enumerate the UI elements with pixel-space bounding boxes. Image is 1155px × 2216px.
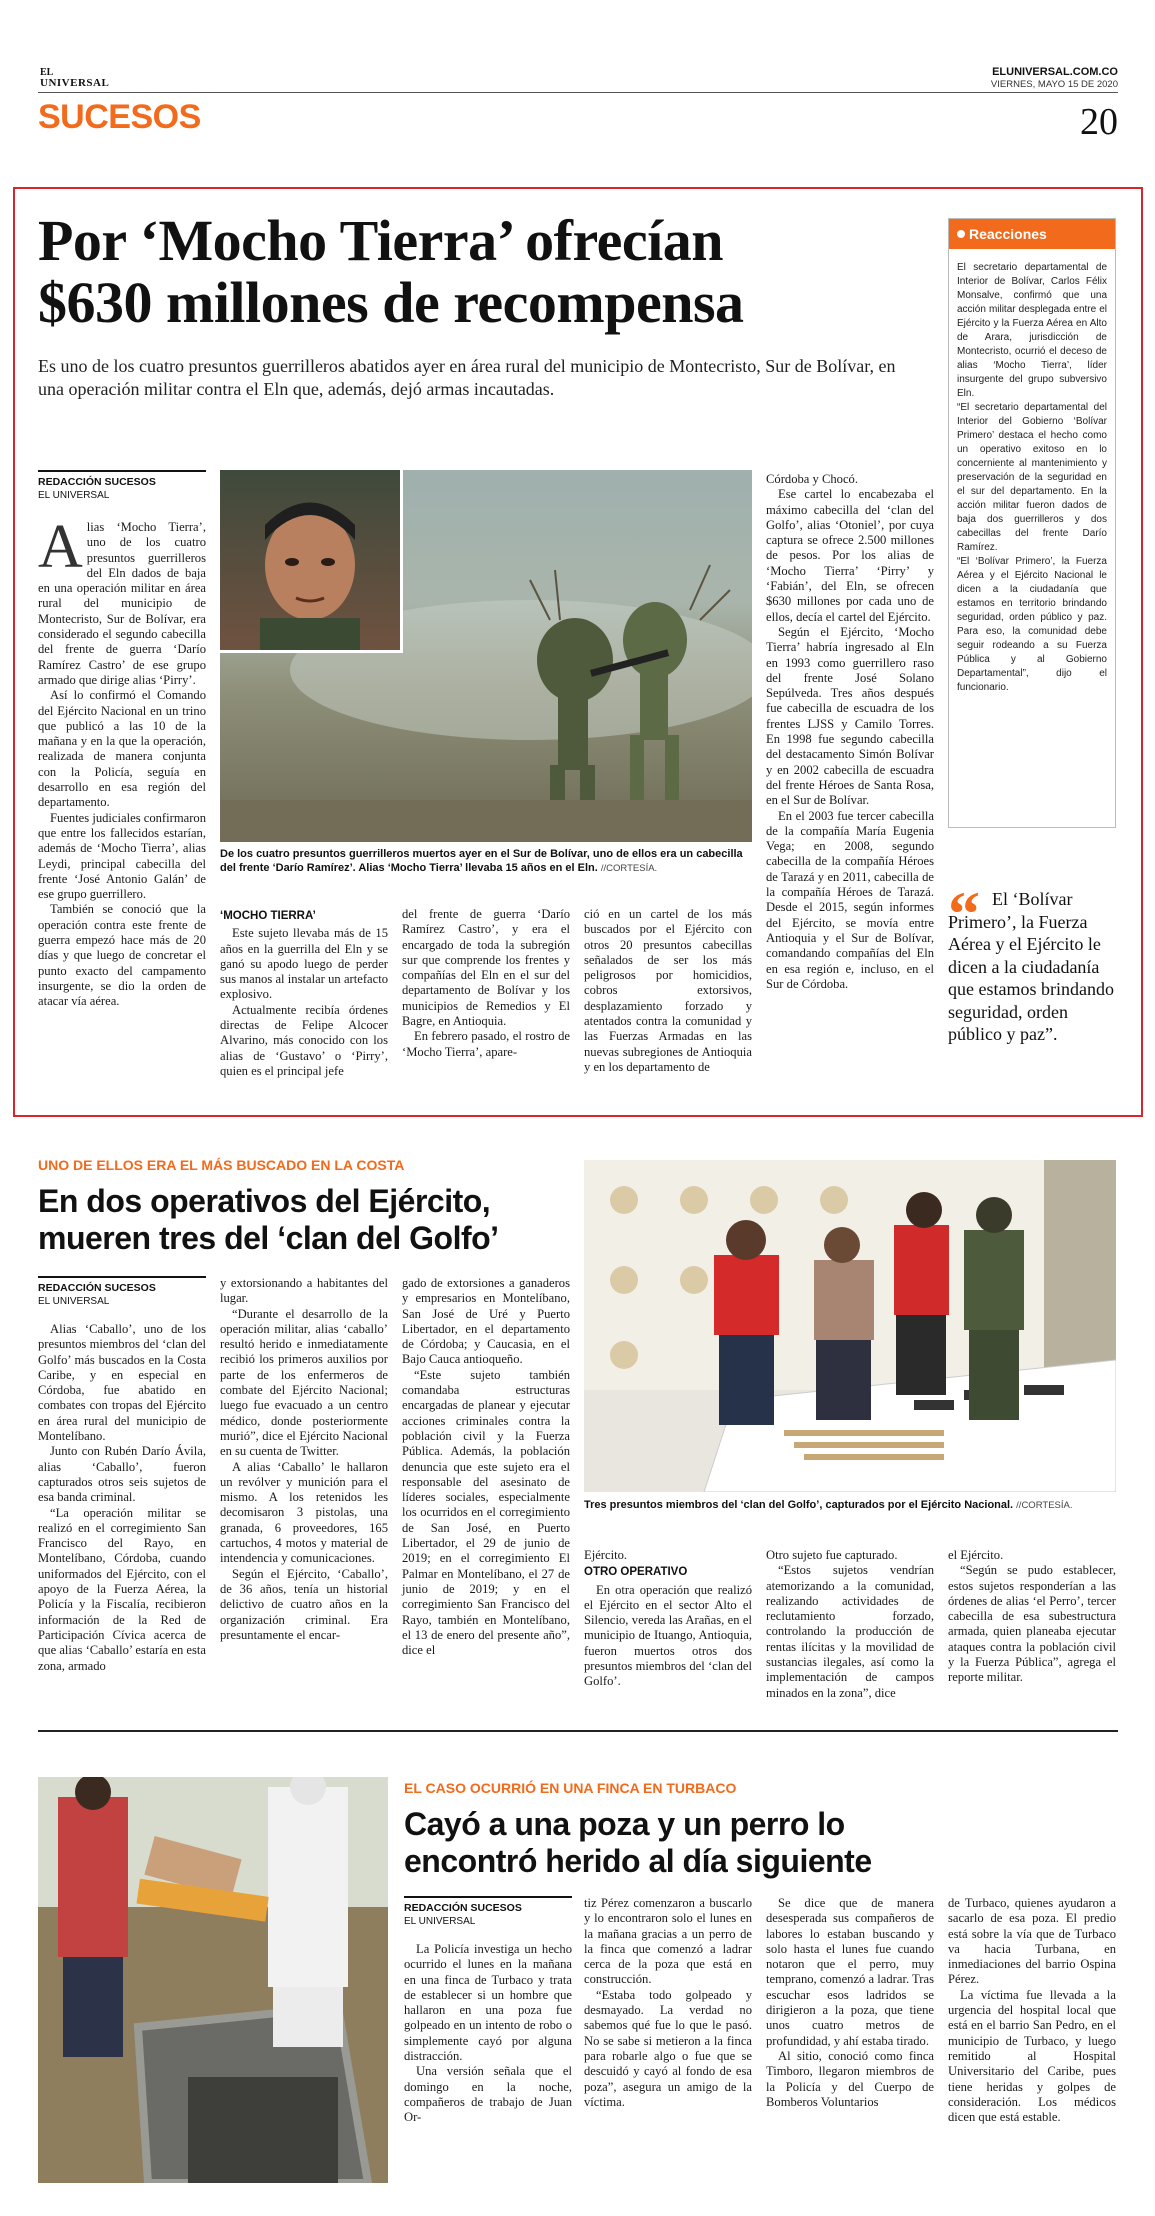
story1-column-2: [220, 907, 388, 1079]
byline-outlet: EL UNIVERSAL: [38, 1296, 110, 1307]
paragraph: Otro sujeto fue capturado.: [766, 1548, 898, 1562]
section-title: SUCESOS: [38, 98, 201, 136]
page-number: 20: [1080, 101, 1118, 143]
paragraph: Ejército.: [584, 1548, 628, 1562]
story1-column-5: [766, 472, 934, 992]
paragraph: “El secretario departamental del Interior del Gobierno ‘Bolívar Primero’ destaca el hecho como un operativo exitoso en lo concerniente al mantenimiento y preservación de la seguridad en el sur del departamento. En la acción militar fueron dados de baja dos guerrilleros y dos cabecillas del frente Darío Ramírez.: [957, 402, 1107, 553]
story2-byline: [38, 1276, 206, 1308]
paragraph: “Según se pudo establecer, estos sujetos responderían a las órdenes de alias ‘el Perro’, tercer cabecilla de esa subestructura armada, quien planeaba ejecutar ataques contra la población civil y la Fuerza Pública”, agrega el reporte militar.: [948, 1563, 1116, 1685]
story3-headline: [404, 1806, 1124, 1880]
story2-column-1: [38, 1322, 206, 1674]
byline-name: REDACCIÓN SUCESOS: [404, 1896, 572, 1915]
paragraph: Se dice que de manera desesperada sus compañeros de labores lo estaban buscando y solo hasta el lunes fue cuando notaron que el perro, muy temprano, comenzó a ladrar. Tras escuchar esos ladridos se dirigieron a la poza, que tiene unos cuatro metros de profundidad, y ahí estaba tirado.: [766, 1896, 934, 2048]
paragraph: La Policía investiga un hecho ocurrido el lunes en la mañana en una finca de Turbaco y trata de establecer si un hombre que hallaron en una poza fue golpeado en un intento de robo o simplemente cayó por alguna distracción.: [404, 1942, 572, 2064]
story2-column-4: [584, 1548, 752, 1690]
story1-photo: [220, 470, 752, 842]
byline-outlet: EL UNIVERSAL: [404, 1916, 476, 1927]
reactions-header: [949, 219, 1115, 249]
paragraph: Junto con Rubén Darío Ávila, alias ‘Caballo’, fueron capturados otros seis sujetos de esa banda criminal.: [38, 1444, 206, 1505]
inset-portrait: [220, 470, 403, 653]
newspaper-logo: [40, 68, 109, 88]
subheading: OTRO OPERATIVO: [584, 1566, 688, 1579]
byline-name: REDACCIÓN SUCESOS: [38, 470, 206, 489]
caption-text: De los cuatro presuntos guerrilleros muertos ayer en el Sur de Bolívar, uno de ellos era un cabecilla del frente ‘Darío Ramírez’. Alias ‘Mocho Tierra’ llevaba 15 años en el Eln.: [220, 848, 743, 874]
story1-column-1: [38, 513, 206, 1010]
paragraph: “Estos sujetos vendrían atemorizando a la comunidad, realizando actividades de reclutamiento forzado, controlando la producción de rentas ilícitas y la movilidad de sustancias ilegales, así como la implementación de campos minados en la zona”, dice: [766, 1563, 934, 1700]
paragraph: Una versión señala que el domingo en la noche, compañeros de trabajo de Juan Or-: [404, 2064, 572, 2125]
paragraph: ció en un cartel de los más buscados por el Ejército con otros 20 presuntos cabecillas señalados de ser los más peligrosos por homicidios, cobros extorsivos, desplazamiento forzado y atentados contra la comunidad y las Fuerzas Armadas en las nuevas subregiones de Antioquia y en los departamento de: [584, 907, 752, 1074]
rescue-illustration: [38, 1777, 388, 2183]
photo-credit: //CORTESÍA.: [1016, 1500, 1073, 1511]
logo-top: EL: [40, 67, 54, 78]
paragraph: En otra operación que realizó el Ejército en el sector Alto el Silencio, vereda las Arañas, en el municipio de Ituango, Antioquia, fueron muertos otros dos presuntos miembros del ‘clan del Golfo’.: [584, 1582, 752, 1689]
story1-column-3: [402, 907, 570, 1060]
pull-quote: [948, 878, 1118, 1046]
paragraph: Este sujeto llevaba más de 15 años en la guerrilla del Eln y se ganó su apodo luego de perder sus manos al instalar un artefacto explosivo.: [220, 926, 388, 1002]
drop-cap: A: [38, 513, 83, 581]
reactions-body: [949, 249, 1115, 695]
story2-column-3: [402, 1276, 570, 1658]
site-url: ELUNIVERSAL.COM.CO: [992, 66, 1118, 78]
story1-column-4: [584, 907, 752, 1075]
story2-photo: [584, 1160, 1116, 1492]
byline-outlet: EL UNIVERSAL: [38, 490, 110, 501]
reactions-title: Reacciones: [969, 226, 1047, 242]
paragraph: En febrero pasado, el rostro de ‘Mocho Tierra’, apare-: [402, 1029, 570, 1059]
paragraph: El secretario departamental de Interior de Bolívar, Carlos Félix Monsalve, confirmó que una acción militar desplegada entre el Ejército y la Fuerza Aérea en Alto de Arara, jurisdicción de Montecristo, ocurrió el deceso de alias ‘Mocho Tierra’, líder insurgente del grupo subversivo Eln.: [957, 262, 1107, 399]
masthead: [38, 60, 1118, 150]
story3-kicker: EL CASO OCURRIÓ EN UNA FINCA EN TURBACO: [404, 1780, 737, 1796]
paragraph: Actualmente recibía órdenes directas de Felipe Alcocer Alvarino, más conocido con los alias de ‘Gustavo’ o ‘Pirry’, quien es el principal jefe: [220, 1002, 388, 1078]
story2-headline-line2: mueren tres del ‘clan del Golfo’: [38, 1220, 499, 1256]
byline-name: REDACCIÓN SUCESOS: [38, 1276, 206, 1295]
story2-headline-line1: En dos operativos del Ejército,: [38, 1183, 491, 1219]
story3-byline: [404, 1896, 572, 1928]
story3-column-3: [766, 1896, 934, 2110]
story1-headline-line1: Por ‘Mocho Tierra’ ofrecían: [38, 208, 723, 273]
story2-photo-caption: [584, 1498, 1116, 1513]
story3-headline-line1: Cayó a una poza y un perro lo: [404, 1806, 845, 1842]
story1-headline: [38, 210, 938, 334]
story3-column-1: [404, 1942, 572, 2126]
paragraph: También se conoció que la operación contra este frente de guerra empezó hace más de 20 días y que luego de concretar el punto exacto del campamento insurgente, se dio la orden de atacar vía aérea.: [38, 902, 206, 1009]
story2-column-6: [948, 1548, 1116, 1686]
paragraph: Según el Ejército, ‘Caballo’, de 36 años, tenía un historial delictivo de cuatro años en la organización criminal. Era presuntamente el encar-: [220, 1566, 388, 1642]
paragraph: tiz Pérez comenzaron a buscarlo y lo encontraron solo el lunes en la mañana gracias a un perro de la finca que comenzó a ladrar cerca de la poza que está en construcción.: [584, 1896, 752, 1987]
portrait-face: [220, 470, 400, 650]
paragraph: Al sitio, conoció como finca Timboro, llegaron miembros de la Policía y del Cuerpo de Bomberos Voluntarios: [766, 2048, 934, 2109]
paragraph: En el 2003 fue tercer cabecilla de la compañía María Eugenia Vega; en 2008, segundo cabecilla de la compañía Héroes de Tarazá y en 2011, cabecilla de la compañía Héroes de Tarazá. Desde el 2015, según informes del Ejército, se movía entre Antioquia y el Sur de Bolívar, comandando compañías del Eln en esa región e, incluso, en el Sur de Córdoba.: [766, 808, 934, 991]
quote-mark-icon: “: [948, 878, 980, 949]
subheading: ‘MOCHO TIERRA’: [220, 910, 316, 922]
paragraph: “El ‘Bolívar Primero’, la Fuerza Aérea y el Ejército Nacional le dicen a la ciudadanía que estamos en territorio brindando seguridad, orden público y paz. Para eso, la comunidad debe seguir rodeando a su Fuerza Pública y al Gobierno Departamental”, dijo el funcionario.: [957, 556, 1107, 693]
paragraph: del frente de guerra ‘Darío Ramírez Castro’, y era el encargado de toda la subregión sur que comprende los frentes y compañías del Eln en el sur del departamento de Bolívar y los municipios de Remedios y El Bagre, en Antioquia.: [402, 907, 570, 1029]
paragraph: Córdoba y Chocó.: [766, 472, 858, 486]
issue-date: VIERNES, MAYO 15 DE 2020: [990, 79, 1118, 90]
story3-column-2: [584, 1896, 752, 2110]
story2-column-2: [220, 1276, 388, 1643]
paragraph: Alias ‘Caballo’, uno de los presuntos miembros del ‘clan del Golfo’ más buscados en la Costa Caribe, y en especial en Córdoba, fue abatido en combates con tropas del Ejército en área rural del municipio de Montelíbano.: [38, 1322, 206, 1444]
reactions-sidebar: [948, 218, 1116, 828]
section-divider: [38, 1730, 1118, 1732]
story3-headline-line2: encontró herido al día siguiente: [404, 1843, 872, 1879]
story1-byline: [38, 470, 206, 502]
story2-kicker: UNO DE ELLOS ERA EL MÁS BUSCADO EN LA COSTA: [38, 1157, 405, 1173]
paragraph: “Durante el desarrollo de la operación militar, alias ‘caballo’ resultó herido e inmediatamente recibió los primeros auxilios por parte de los enfermeros de combate del Ejército Nacional; luego fue evacuado a un centro médico, donde posteriormente murió”, dice el Ejército Nacional en su cuenta de Twitter.: [220, 1306, 388, 1459]
paragraph: Según el Ejército, ‘Mocho Tierra’ habría ingresado al Eln en 1993 como guerrillero raso del frente José Solano Sepúlveda. Tres años después fue cabecilla de escuadra de los frentes LJSS y Camilo Torres. En 1998 fue segundo cabecilla del destacamento Simón Bolívar y en 2002 cabecilla de escuadra del frente Héroes de Santa Rosa, en el Sur de Bolívar.: [766, 624, 934, 808]
paragraph: lias ‘Mocho Tierra’, uno de los cuatro presuntos guerrilleros del Eln dados de baja en una operación militar en área rural del municipio de Montecristo, Sur de Bolívar, era considerado el segundo cabecilla del frente de guerra ‘Darío Ramírez Castro’ de ese grupo armado que dirige alias ‘Pirry’.: [38, 520, 206, 687]
story3-column-4: [948, 1896, 1116, 2125]
paragraph: “La operación militar se realizó en el corregimiento San Francisco del Rayo, en Montelíbano, Córdoba, cuando uniformados del Ejército, con el apoyo de la Fuerza Aérea, la Policía y la Fiscalía, recibieron información de la Red de Participación Cívica acerca de que alias ‘Caballo’ estaría en esta zona, armado: [38, 1505, 206, 1673]
paragraph: La víctima fue llevada a la urgencia del hospital local que está en el barrio San Pedro, en el municipio de Turbaco, y luego remitido al Hospital Universitario del Caribe, pues tiene heridas y golpes de consideración. Los médicos dicen que está estable.: [948, 1987, 1116, 2125]
story3-photo: [38, 1777, 388, 2183]
paragraph: y extorsionando a habitantes del lugar.: [220, 1276, 388, 1306]
paragraph: gado de extorsiones a ganaderos y empresarios en Montelíbano, San José de Uré y Puerto Libertador, en el departamento de Córdoba; y Caucasia, en el Bajo Cauca antioqueño.: [402, 1276, 570, 1367]
detainees-illustration: [584, 1160, 1116, 1492]
paragraph: “Estaba todo golpeado y desmayado. La verdad no sabemos qué fue lo que le pasó. No se sabe si metieron a la finca para robarle algo o fue que se descuidó y cayó al fondo de esa poza”, asegura un amigo de la víctima.: [584, 1987, 752, 2109]
logo-bottom: UNIVERSAL: [40, 77, 110, 89]
story2-column-5: [766, 1548, 934, 1701]
paragraph: Ese cartel lo encabezaba el máximo cabecilla del ‘clan del Golfo’, alias ‘Otoniel’, por cuya captura se ofrece 2.500 millones de pesos. Por los alias de ‘Mocho Tierra’ ‘Pirry’ y ‘Fabián’, del Eln, se ofrecen $630 millones por cada uno de ellos, decía el cartel del Ejército.: [766, 487, 934, 624]
story1-deck: Es uno de los cuatro presuntos guerrilleros abatidos ayer en área rural del municipio de Montecristo, Sur de Bolívar, en una operación militar contra el Eln que, además, dejó armas incautadas.: [38, 356, 896, 399]
paragraph: el Ejército.: [948, 1548, 1004, 1562]
story1-headline-line2: $630 millones de recompensa: [38, 270, 744, 335]
quote-text: El ‘Bolívar Primero’, la Fuerza Aérea y el Ejército le dicen a la ciudadanía que estamos brindando seguridad, orden público y paz”.: [948, 889, 1114, 1044]
paragraph: “Este sujeto también comandaba estructuras encargadas de planear y ejecutar acciones criminales contra la población civil y la Fuerza Pública. Además, la población denuncia que este sujeto era el responsable del asesinato de líderes sociales, especialmente los ocurridos en el corregimiento de San José, en Puerto Libertador, el 29 de junio de 2019; en el corregimiento El Palmar en Montelíbano, el 27 de junio de 2019; y en el corregimiento San Francisco del Rayo, también en Montelíbano, el 13 de enero del presente año”, dice el: [402, 1367, 570, 1658]
paragraph: Fuentes judiciales confirmaron que entre los fallecidos estarían, además de ‘Mocho Tierra’, alias Leydi, principal cabecilla del frente ‘José Antonio Galán’ de ese grupo guerrillero.: [38, 810, 206, 902]
paragraph: de Turbaco, quienes ayudaron a sacarlo de esa poza. El predio está sobre la vía que de Turbaco va hacia Turbana, en inmediaciones del barrio Ospina Pérez.: [948, 1896, 1116, 1987]
caption-text: Tres presuntos miembros del ‘clan del Golfo’, capturados por el Ejército Nacional.: [584, 1499, 1014, 1511]
story1-photo-caption: [220, 847, 752, 876]
story2-headline: [38, 1183, 578, 1257]
photo-credit: //CORTESÍA.: [600, 863, 658, 874]
paragraph: A alias ‘Caballo’ le hallaron un revólver y munición para el mismo. A los retenidos les decomisaron 3 pistolas, una granada, 6 proveedores, 165 cartuchos, 4 motos y material de intendencia y comunicaciones.: [220, 1459, 388, 1566]
paragraph: Así lo confirmó el Comando del Ejército Nacional en un trino que publicó a las 10 de la mañana y en la que la operación, realizada de manera conjunta con la Policía, seguía en desarrollo en esa región del departamento.: [38, 688, 206, 810]
bullet-icon: [957, 230, 965, 238]
masthead-rule: [38, 92, 1118, 93]
